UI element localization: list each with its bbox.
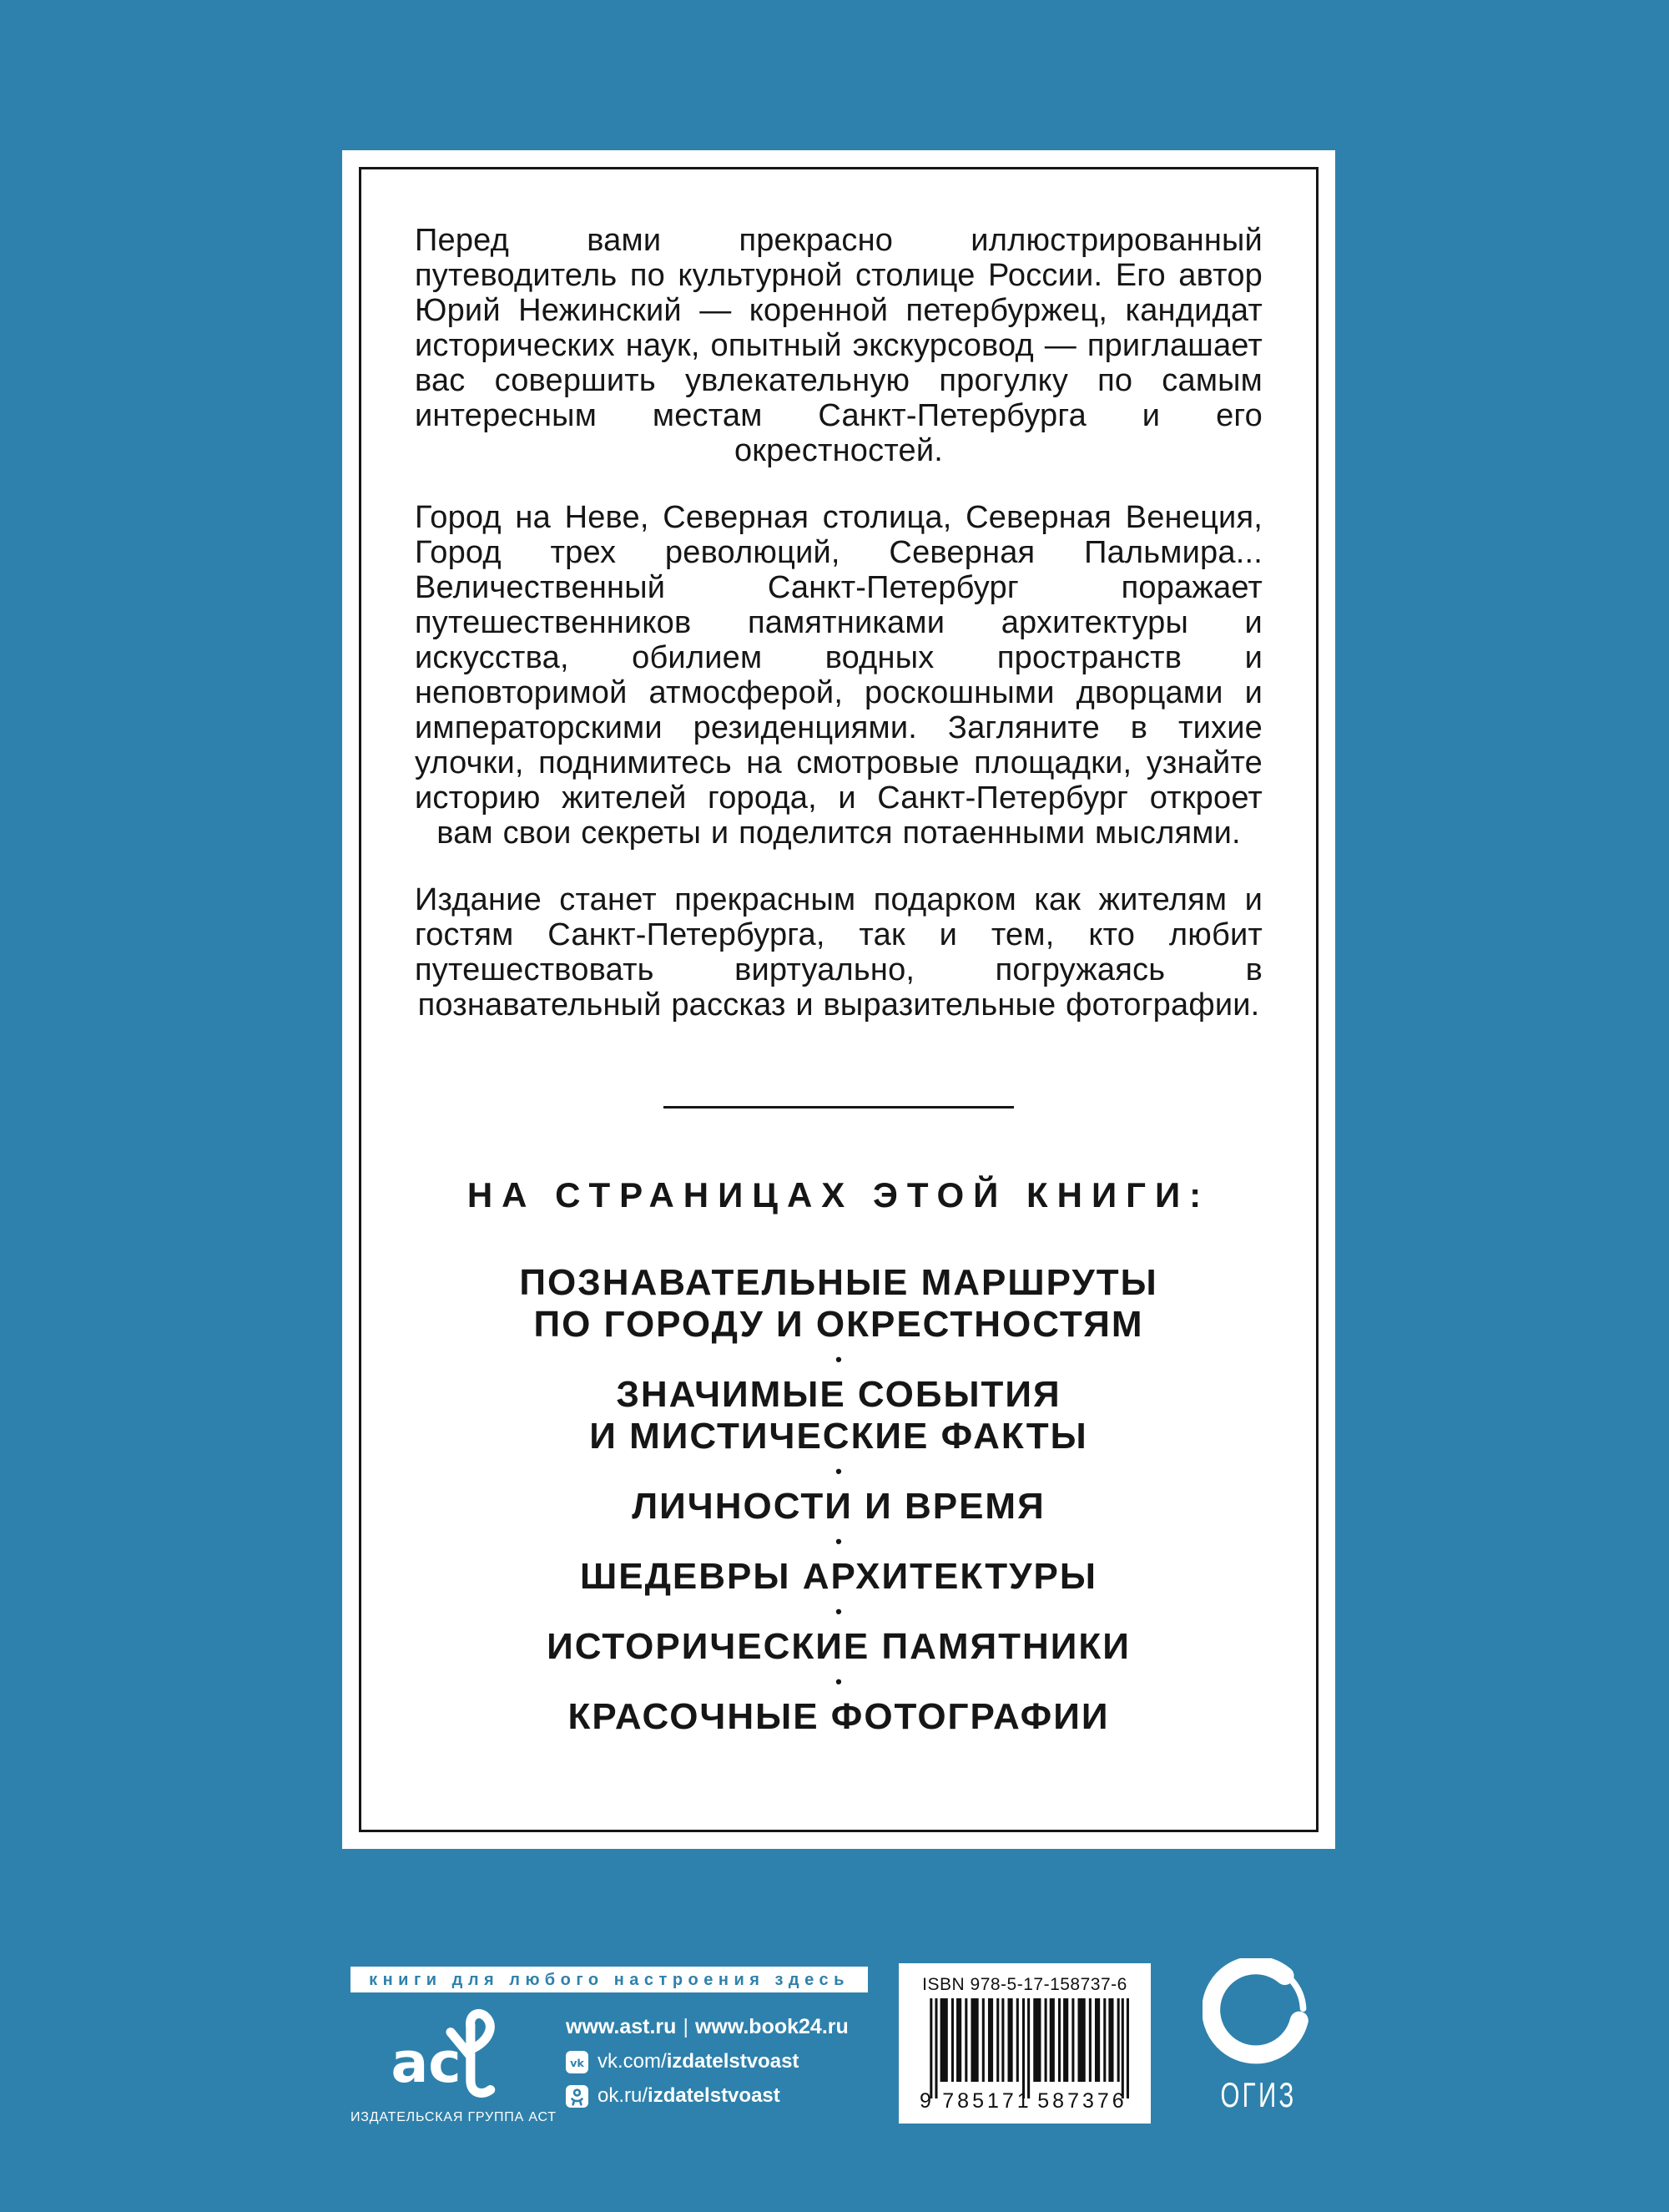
ok-link-row xyxy=(566,2084,849,2108)
list-item xyxy=(415,1626,1263,1668)
annotation-paragraph-3: Издание станет прекрасным подарком как жителям и гостям Санкт-Петербурга, так и тем, кто любит путешествовать виртуально, погружаясь в познавательный рассказ и выразительные фотографии. xyxy=(415,882,1263,1023)
tagline-banner: книги для любого настроения здесь xyxy=(350,1967,868,1992)
svg-text:ас: ас xyxy=(390,2030,461,2096)
links-block xyxy=(566,2015,849,2108)
list-item-line: КРАСОЧНЫЕ ФОТОГРАФИИ xyxy=(567,1696,1110,1737)
card-inner-border xyxy=(359,167,1319,1832)
list-item xyxy=(415,1486,1263,1528)
list-separator-dot: • xyxy=(835,1531,842,1552)
annotation-card xyxy=(342,150,1335,1849)
list-item-line: ШЕДЕВРЫ АРХИТЕКТУРЫ xyxy=(580,1556,1097,1597)
vk-url-prefix: vk.com/ xyxy=(598,2050,667,2073)
list-item-line: ЛИЧНОСТИ И ВРЕМЯ xyxy=(632,1486,1046,1527)
pages-list xyxy=(415,1262,1263,1738)
barcode-digit-group2: 587376 xyxy=(1037,2089,1127,2113)
barcode-digit-group1: 785171 xyxy=(942,2089,1032,2113)
isbn-number: ISBN 978-5-17-158737-6 xyxy=(922,1975,1127,1994)
list-item xyxy=(415,1556,1263,1598)
list-separator-dot: • xyxy=(835,1601,842,1622)
list-item xyxy=(415,1374,1263,1457)
website-ast: www.ast.ru xyxy=(566,2015,677,2038)
ok-account: izdatelstvoast xyxy=(648,2084,780,2107)
list-item-line: ПОЗНАВАТЕЛЬНЫЕ МАРШРУТЫ xyxy=(519,1262,1158,1303)
annotation-paragraph-1: Перед вами прекрасно иллюстрированный путеводитель по культурной столице России. Его автор Юрий Нежинский — коренной петербуржец, кандидат исторических наук, опытный экскурсовод — приглашает вас совершить увлекательную прогулку по самым интересным местам Санкт-Петербурга и его окрестностей. xyxy=(415,223,1263,468)
vk-link-row xyxy=(566,2050,849,2073)
barcode-digit-lead: 9 xyxy=(920,2089,931,2113)
annotation-paragraph-2: Город на Неве, Северная столица, Северная Венеция, Город трех революций, Северная Пальмира... Величественный Санкт-Петербург поражает путешественников памятниками архитектуры и искусства, обилием водных пространств и неповторимой атмосферой, роскошными дворцами и императорскими резиденциями. Загляните в тихие улочки, поднимитесь на смотровые площадки, узнайте историю жителей города, и Санкт-Петербург откроет вам свои секреты и поделится потаенными мыслями. xyxy=(415,500,1263,851)
websites-line xyxy=(566,2015,849,2039)
ast-logo-block xyxy=(350,1997,555,2125)
website-separator: | xyxy=(683,2015,688,2038)
list-separator-dot: • xyxy=(835,1671,842,1692)
ogiz-label: ОГИЗ xyxy=(1220,2075,1297,2115)
ast-caption: ИЗДАТЕЛЬСКАЯ ГРУППА АСТ xyxy=(350,2110,557,2124)
isbn-barcode-box xyxy=(899,1963,1151,2124)
barcode-digits xyxy=(920,2089,1130,2114)
website-book24: www.book24.ru xyxy=(694,2015,849,2038)
ok-icon xyxy=(566,2085,588,2108)
list-item xyxy=(415,1262,1263,1346)
ok-url-prefix: ok.ru/ xyxy=(598,2084,648,2107)
ogiz-swirl-icon xyxy=(1203,1958,1314,2070)
list-item-line: ИСТОРИЧЕСКИЕ ПАМЯТНИКИ xyxy=(547,1626,1131,1667)
ogiz-logo-block xyxy=(1192,1958,1325,2115)
list-item-line: ЗНАЧИМЫЕ СОБЫТИЯ xyxy=(616,1374,1061,1415)
pages-list-heading: НА СТРАНИЦАХ ЭТОЙ КНИГИ: xyxy=(466,1175,1211,1215)
ast-logo-icon xyxy=(391,1997,516,2107)
section-divider xyxy=(663,1106,1014,1109)
vk-icon xyxy=(566,2051,588,2073)
vk-account: izdatelstvoast xyxy=(666,2050,799,2073)
svg-text:vk: vk xyxy=(570,2057,584,2070)
list-item-line: ПО ГОРОДУ И ОКРЕСТНОСТЯМ xyxy=(533,1304,1144,1345)
list-separator-dot: • xyxy=(835,1461,842,1482)
list-separator-dot: • xyxy=(835,1349,842,1370)
list-item xyxy=(415,1696,1263,1738)
list-item-line: И МИСТИЧЕСКИЕ ФАКТЫ xyxy=(589,1416,1088,1457)
